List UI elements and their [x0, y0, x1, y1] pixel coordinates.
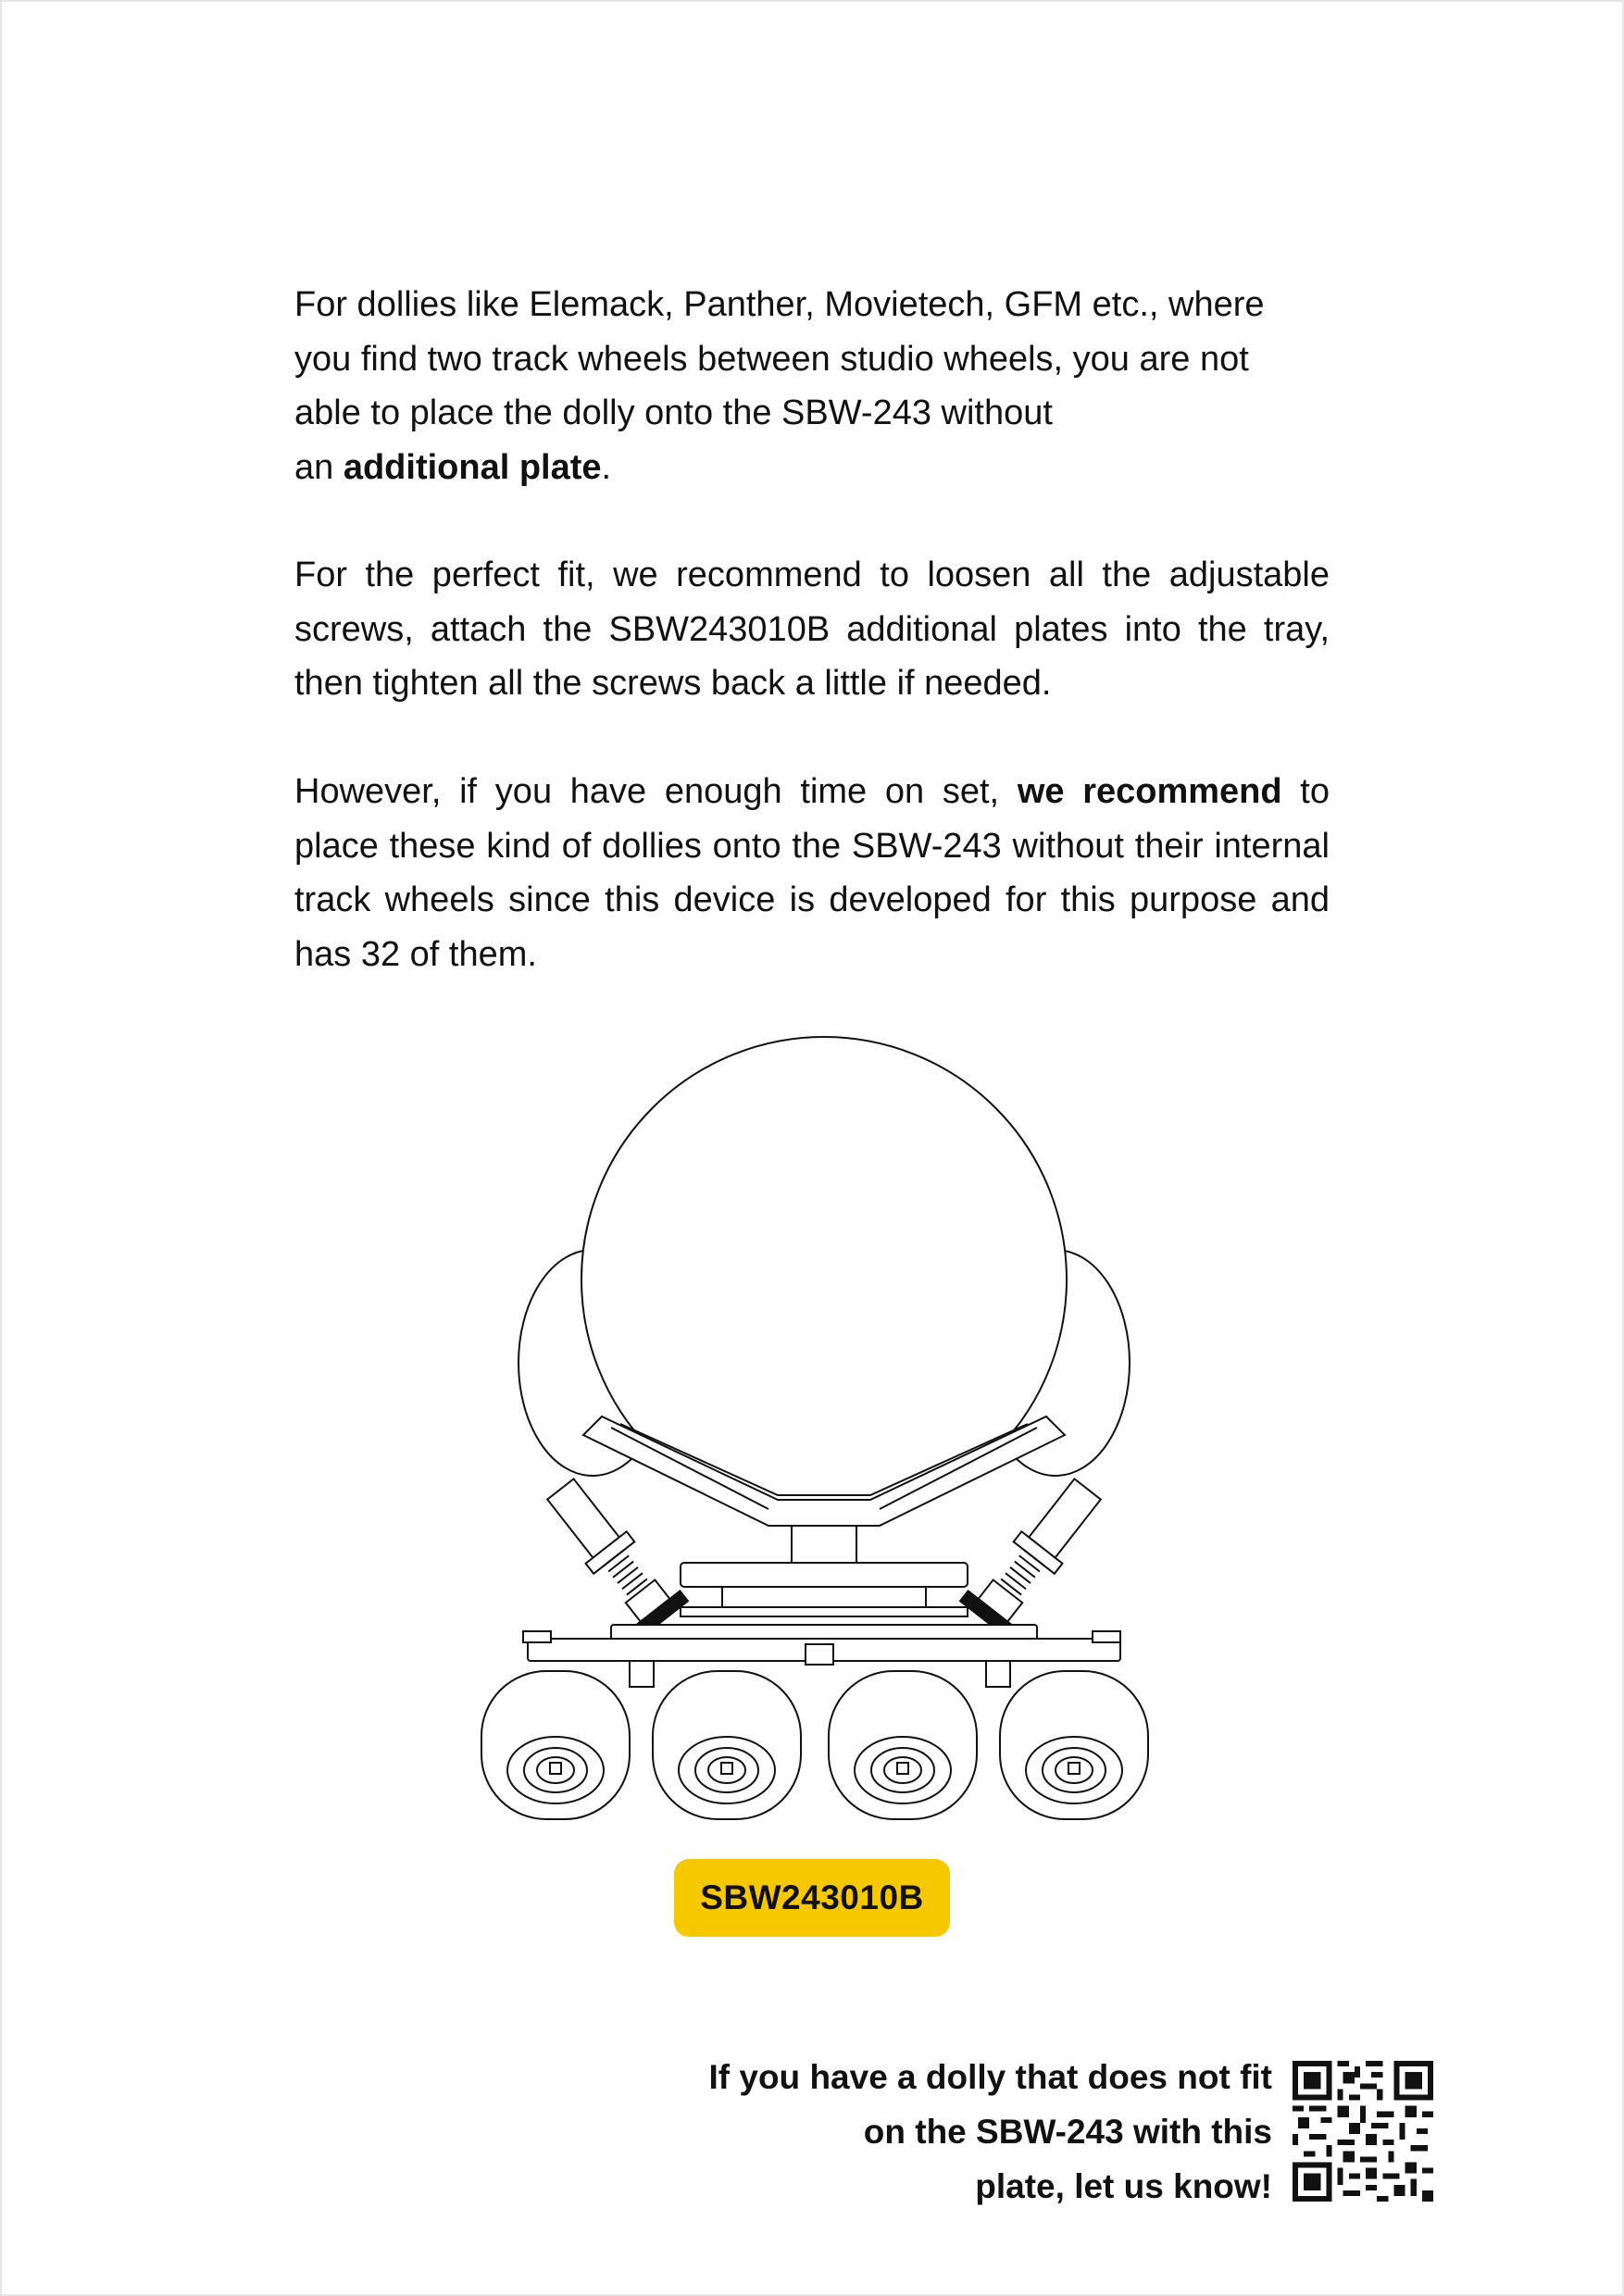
recommendation-suffix: to place these kind of dollies onto the SBW-243 without their internal track wheels since this device is developed for this purpose and has 32 of them. [294, 772, 1330, 974]
recommendation-paragraph [294, 765, 1330, 981]
additional-plate-emphasis: additional plate [343, 447, 602, 487]
intro-paragraph [294, 278, 1330, 494]
we-recommend-emphasis: we recommend [1017, 772, 1282, 811]
contact-note-line-3: plate, let us know! [975, 2167, 1272, 2205]
fit-instructions-paragraph [294, 548, 1330, 711]
contact-note-line-2: on the SBW-243 with this [863, 2113, 1272, 2151]
intro-line-4-prefix: an [294, 447, 344, 487]
intro-line-4-suffix: . [601, 447, 612, 487]
intro-line-2: you find two track wheels between studio wheels, you are not [294, 339, 1249, 379]
part-number-label: SBW243010B [700, 1878, 924, 1916]
contact-note [709, 2050, 1273, 2214]
fit-instructions-text: For the perfect fit, we recommend to loosen all the adjustable screws, attach the SBW243010B additional plates into the tray, then tighten all the screws back a little if needed. [294, 555, 1330, 703]
dolly-wheel-assembly-drawing [472, 991, 1176, 1842]
part-number-badge [674, 1859, 950, 1937]
intro-line-3: able to place the dolly onto the SBW-243 without [294, 393, 1053, 432]
recommendation-prefix: However, if you have enough time on set, [294, 772, 1018, 811]
qr-code-icon[interactable] [1293, 2061, 1433, 2202]
intro-line-1: For dollies like Elemack, Panther, Movietech, GFM etc., where [294, 285, 1265, 324]
contact-note-line-1: If you have a dolly that does not fit [708, 2058, 1272, 2096]
